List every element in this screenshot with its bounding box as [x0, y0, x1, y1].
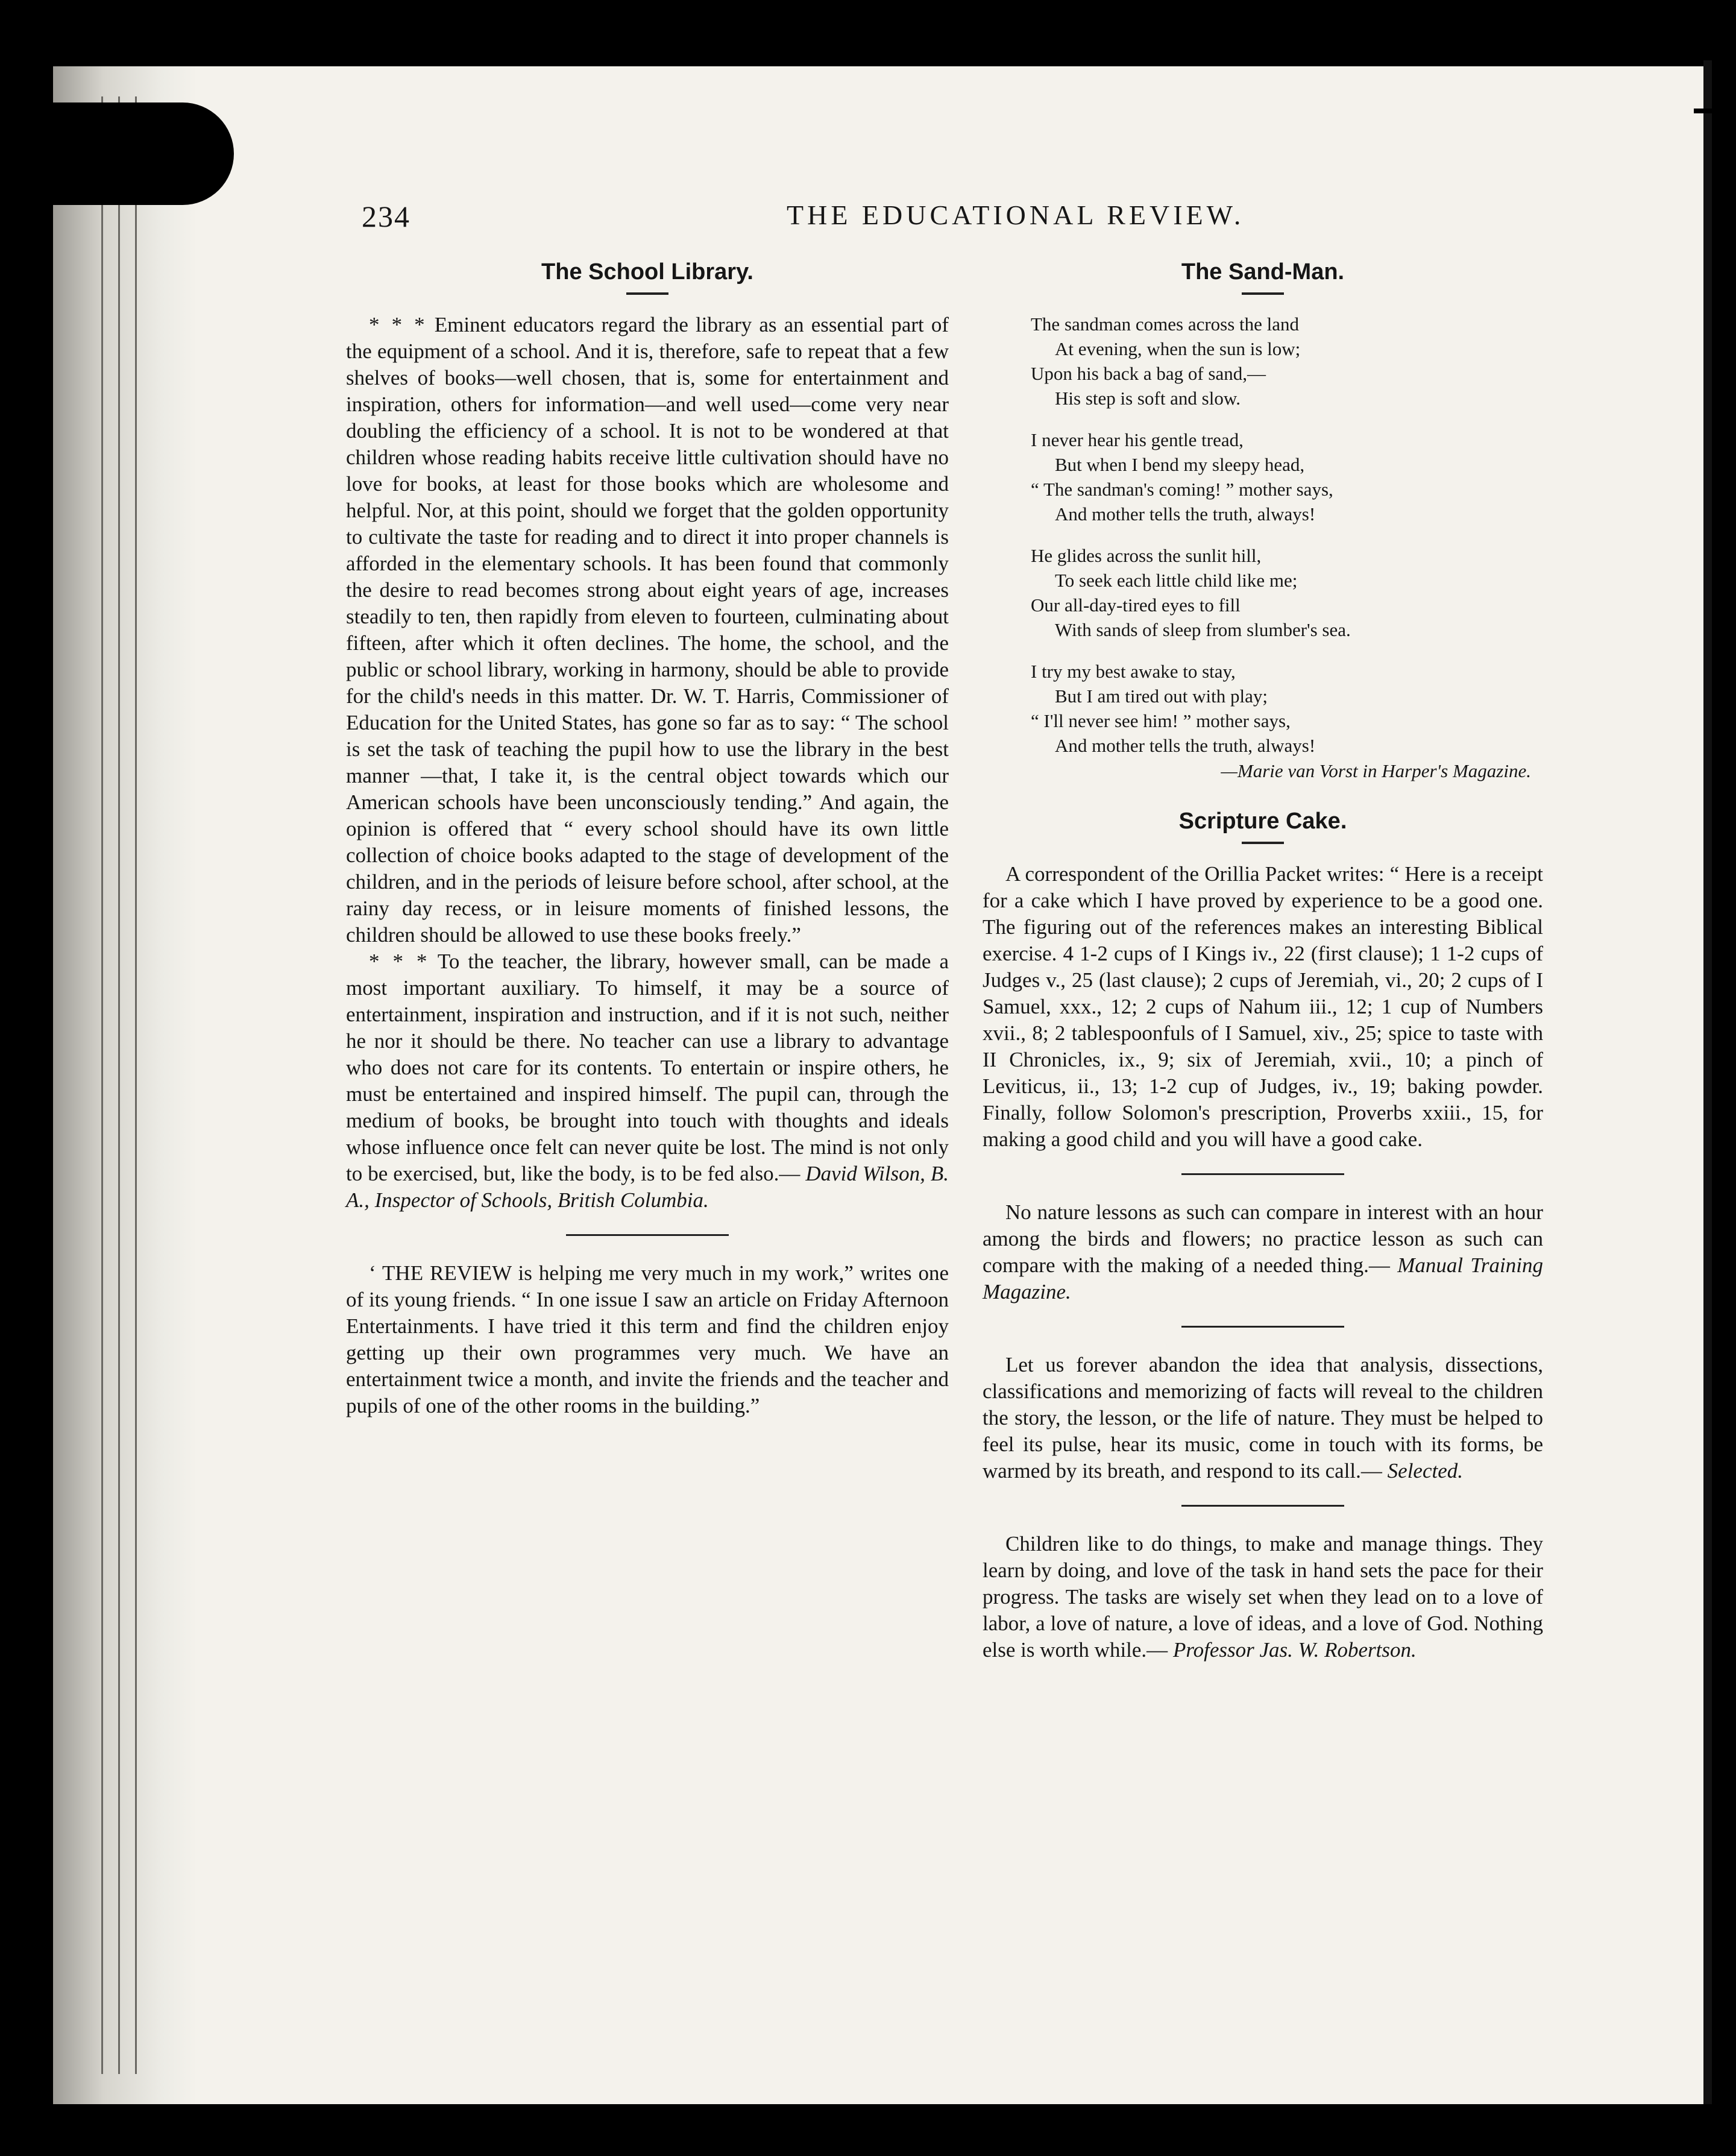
- children-attribution: Professor Jas. W. Robertson.: [1172, 1638, 1417, 1662]
- poem-line: I try my best awake to stay,: [1031, 661, 1236, 682]
- poem-line: Our all-day-tired eyes to fill: [1031, 594, 1241, 616]
- children-paragraph: [983, 1531, 1543, 1663]
- library-text-1: Eminent educators regard the library as an essential part of the equipment of a school. And it is, therefore, safe to repeat that a few shelves of books—well chosen, that is, some for entertainment and inspiration, others for information—and well used—come very near doubling the efficiency of a school. It is not to be wondered at that children whose reading habits receive little cultivation should have no love for books, at least for those books which are wholesome and helpful. Nor, at this point, should we forget that the golden opportunity to cultivate the taste for reading and to direct it into proper channels is afforded in the elementary schools. It has been found that commonly the desire to read becomes strong about eight years of age, increases steadily to ten, then rapidly from eleven to fourteen, culminating about fifteen, after which it often declines. The home, the school, and the public or school library, working in harmony, should be able to provide for the child's needs in this matter. Dr. W. T. Harris, Commissioner of Education for the United States, has gone so far as to say: “ The school is set the task of teaching the pupil how to use the library in the best manner —that, I take it, is the central object towards which our American schools have been unconsciously tending.” And again, the opinion is offered that “ every school should have its own little collection of choice books adapted to the stage of development of the children, and in the periods of leisure before school, after school, at the rainy day recess, or in leisure moments of finished lessons, the children should be allowed to use these books freely.”: [346, 313, 949, 947]
- poem-line: I never hear his gentle tread,: [1031, 429, 1244, 450]
- library-title: The School Library.: [541, 259, 753, 285]
- cake-text: A correspondent of the Orillia Packet writes: “ Here is a receipt for a cake which I have proved by experience to be a good one. The figuring out of the references makes an interesting Biblical exercise. 4 1-2 cups of I Kings iv., 22 (first clause); 1 1-2 cups of Judges v., 25 (last clause); 2 cups of Jeremiah, vi., 20; 2 cups of I Samuel, xxx., 12; 2 cups of Nahum iii., 12; 1 cup of Numbers xvii., 8; 2 tablespoonfuls of I Samuel, xiv., 25; spice to taste with II Chronicles, ix., 9; six of Jeremiah, xvii., 10; a pinch of Leviticus, ii., 13; 1-2 cup of Judges, iv., 19; baking powder. Finally, follow Solomon's prescription, Proverbs xxiii., 15, for making a good child and you will have a good cake.: [983, 862, 1543, 1151]
- page-edge-line: [135, 96, 137, 2074]
- children-note: [983, 1531, 1543, 1663]
- poem-stanza: [1031, 427, 1543, 526]
- analysis-text: Let us forever abandon the idea that analysis, dissections, classifications and memorizing of facts will reveal to the children the story, the lesson, or the life of nature. They must be helped to feel its pulse, hear its music, come in touch with its forms, be warmed by its breath, and respond to its call.—: [983, 1353, 1543, 1483]
- section-rule: [1181, 1326, 1344, 1328]
- title-rule: [1242, 842, 1284, 844]
- title-rule: [1242, 292, 1284, 295]
- nature-note: [983, 1199, 1543, 1305]
- left-column: [346, 259, 949, 1419]
- cake-article: [983, 861, 1543, 1153]
- poem-stanza: [1031, 659, 1543, 758]
- right-column: [983, 259, 1543, 1663]
- corner-mark: [1694, 109, 1712, 113]
- nature-paragraph: [983, 1199, 1543, 1305]
- library-text-2: To the teacher, the library, however small, can be made a most important auxiliary. To himself, it may be a source of entertainment, inspiration and instruction, and if it is not such, neither he nor it should be there. No teacher can use a library to advantage who does not care for its contents. To entertain or inspire others, he must be entertained and inspired himself. The pupil can, through the medium of books, be brought into touch with thoughts and ideals whose influence once felt can never quite be lost. The mind is not only to be exercised, but, like the body, is to be fed also.—: [346, 950, 949, 1185]
- running-title: THE EDUCATIONAL REVIEW.: [787, 200, 1245, 230]
- poem-line: At evening, when the sun is low;: [1055, 338, 1301, 359]
- section-rule: [1181, 1173, 1344, 1175]
- review-note-text: ‘ THE REVIEW is helping me very much in my work,” writes one of its young friends. “ In one issue I saw an article on Friday Afternoon Entertainments. I have tried it this term and find the children enjoy getting up their own programmes very much. We have an entertainment twice a month, and invite the friends and the teacher and pupils of one of the other rooms in the building.”: [346, 1261, 949, 1417]
- poem-line: With sands of sleep from slumber's sea.: [1055, 619, 1351, 640]
- page-number: 234: [362, 200, 410, 233]
- poem-line: The sandman comes across the land: [1031, 314, 1300, 335]
- page-right-border: [1703, 60, 1712, 2104]
- poem-line: His step is soft and slow.: [1055, 388, 1241, 409]
- page-edge-line: [118, 96, 120, 2074]
- sandman-poem: [1031, 312, 1543, 758]
- poem-line: But I am tired out with play;: [1055, 686, 1268, 707]
- poem-line: And mother tells the truth, always!: [1055, 735, 1316, 756]
- children-text: Children like to do things, to make and manage things. They learn by doing, and love of the task in hand sets the pace for their progress. The tasks are wisely set when they lead on to a love of labor, a love of nature, a love of ideas, and a love of God. Nothing else is worth while.—: [983, 1532, 1543, 1662]
- library-paragraph-1: [346, 312, 949, 948]
- review-note: [346, 1260, 949, 1419]
- asterism: * * *: [369, 313, 427, 336]
- sandman-attribution: —Marie van Vorst in Harper's Magazine.: [1221, 760, 1531, 781]
- page-edge-line: [101, 96, 103, 2074]
- poem-line: He glides across the sunlit hill,: [1031, 545, 1262, 566]
- poem-line: Upon his back a bag of sand,—: [1031, 363, 1266, 384]
- poem-line: But when I bend my sleepy head,: [1055, 454, 1305, 475]
- title-rule: [626, 292, 668, 295]
- cake-title: Scripture Cake.: [1178, 808, 1347, 834]
- section-rule: [566, 1234, 729, 1236]
- section-rule: [1181, 1505, 1344, 1507]
- poem-stanza: [1031, 543, 1543, 642]
- poem-line: And mother tells the truth, always!: [1055, 503, 1316, 525]
- library-paragraph-2: [346, 948, 949, 1214]
- poem-line: To seek each little child like me;: [1055, 570, 1298, 591]
- poem-line: “ The sandman's coming! ” mother says,: [1031, 479, 1333, 500]
- analysis-note: [983, 1352, 1543, 1484]
- analysis-attribution: Selected.: [1387, 1459, 1463, 1483]
- sandman-title: The Sand-Man.: [1181, 259, 1345, 285]
- nature-attribution: Manual Training Magazine.: [983, 1253, 1544, 1303]
- nature-text: No nature lessons as such can compare in interest with an hour among the birds and flowers; no practice lesson as such can compare with the making of a needed thing.—: [983, 1200, 1543, 1277]
- library-article: [346, 312, 949, 1214]
- asterism: * * *: [369, 950, 430, 973]
- poem-stanza: [1031, 312, 1543, 411]
- book-gutter: [53, 66, 198, 2104]
- poem-line: “ I'll never see him! ” mother says,: [1031, 710, 1291, 731]
- analysis-paragraph: [983, 1352, 1543, 1484]
- library-attribution: David Wilson, B. A., Inspector of Schools, British Columbia.: [346, 1162, 949, 1212]
- binding-clip: [53, 102, 234, 205]
